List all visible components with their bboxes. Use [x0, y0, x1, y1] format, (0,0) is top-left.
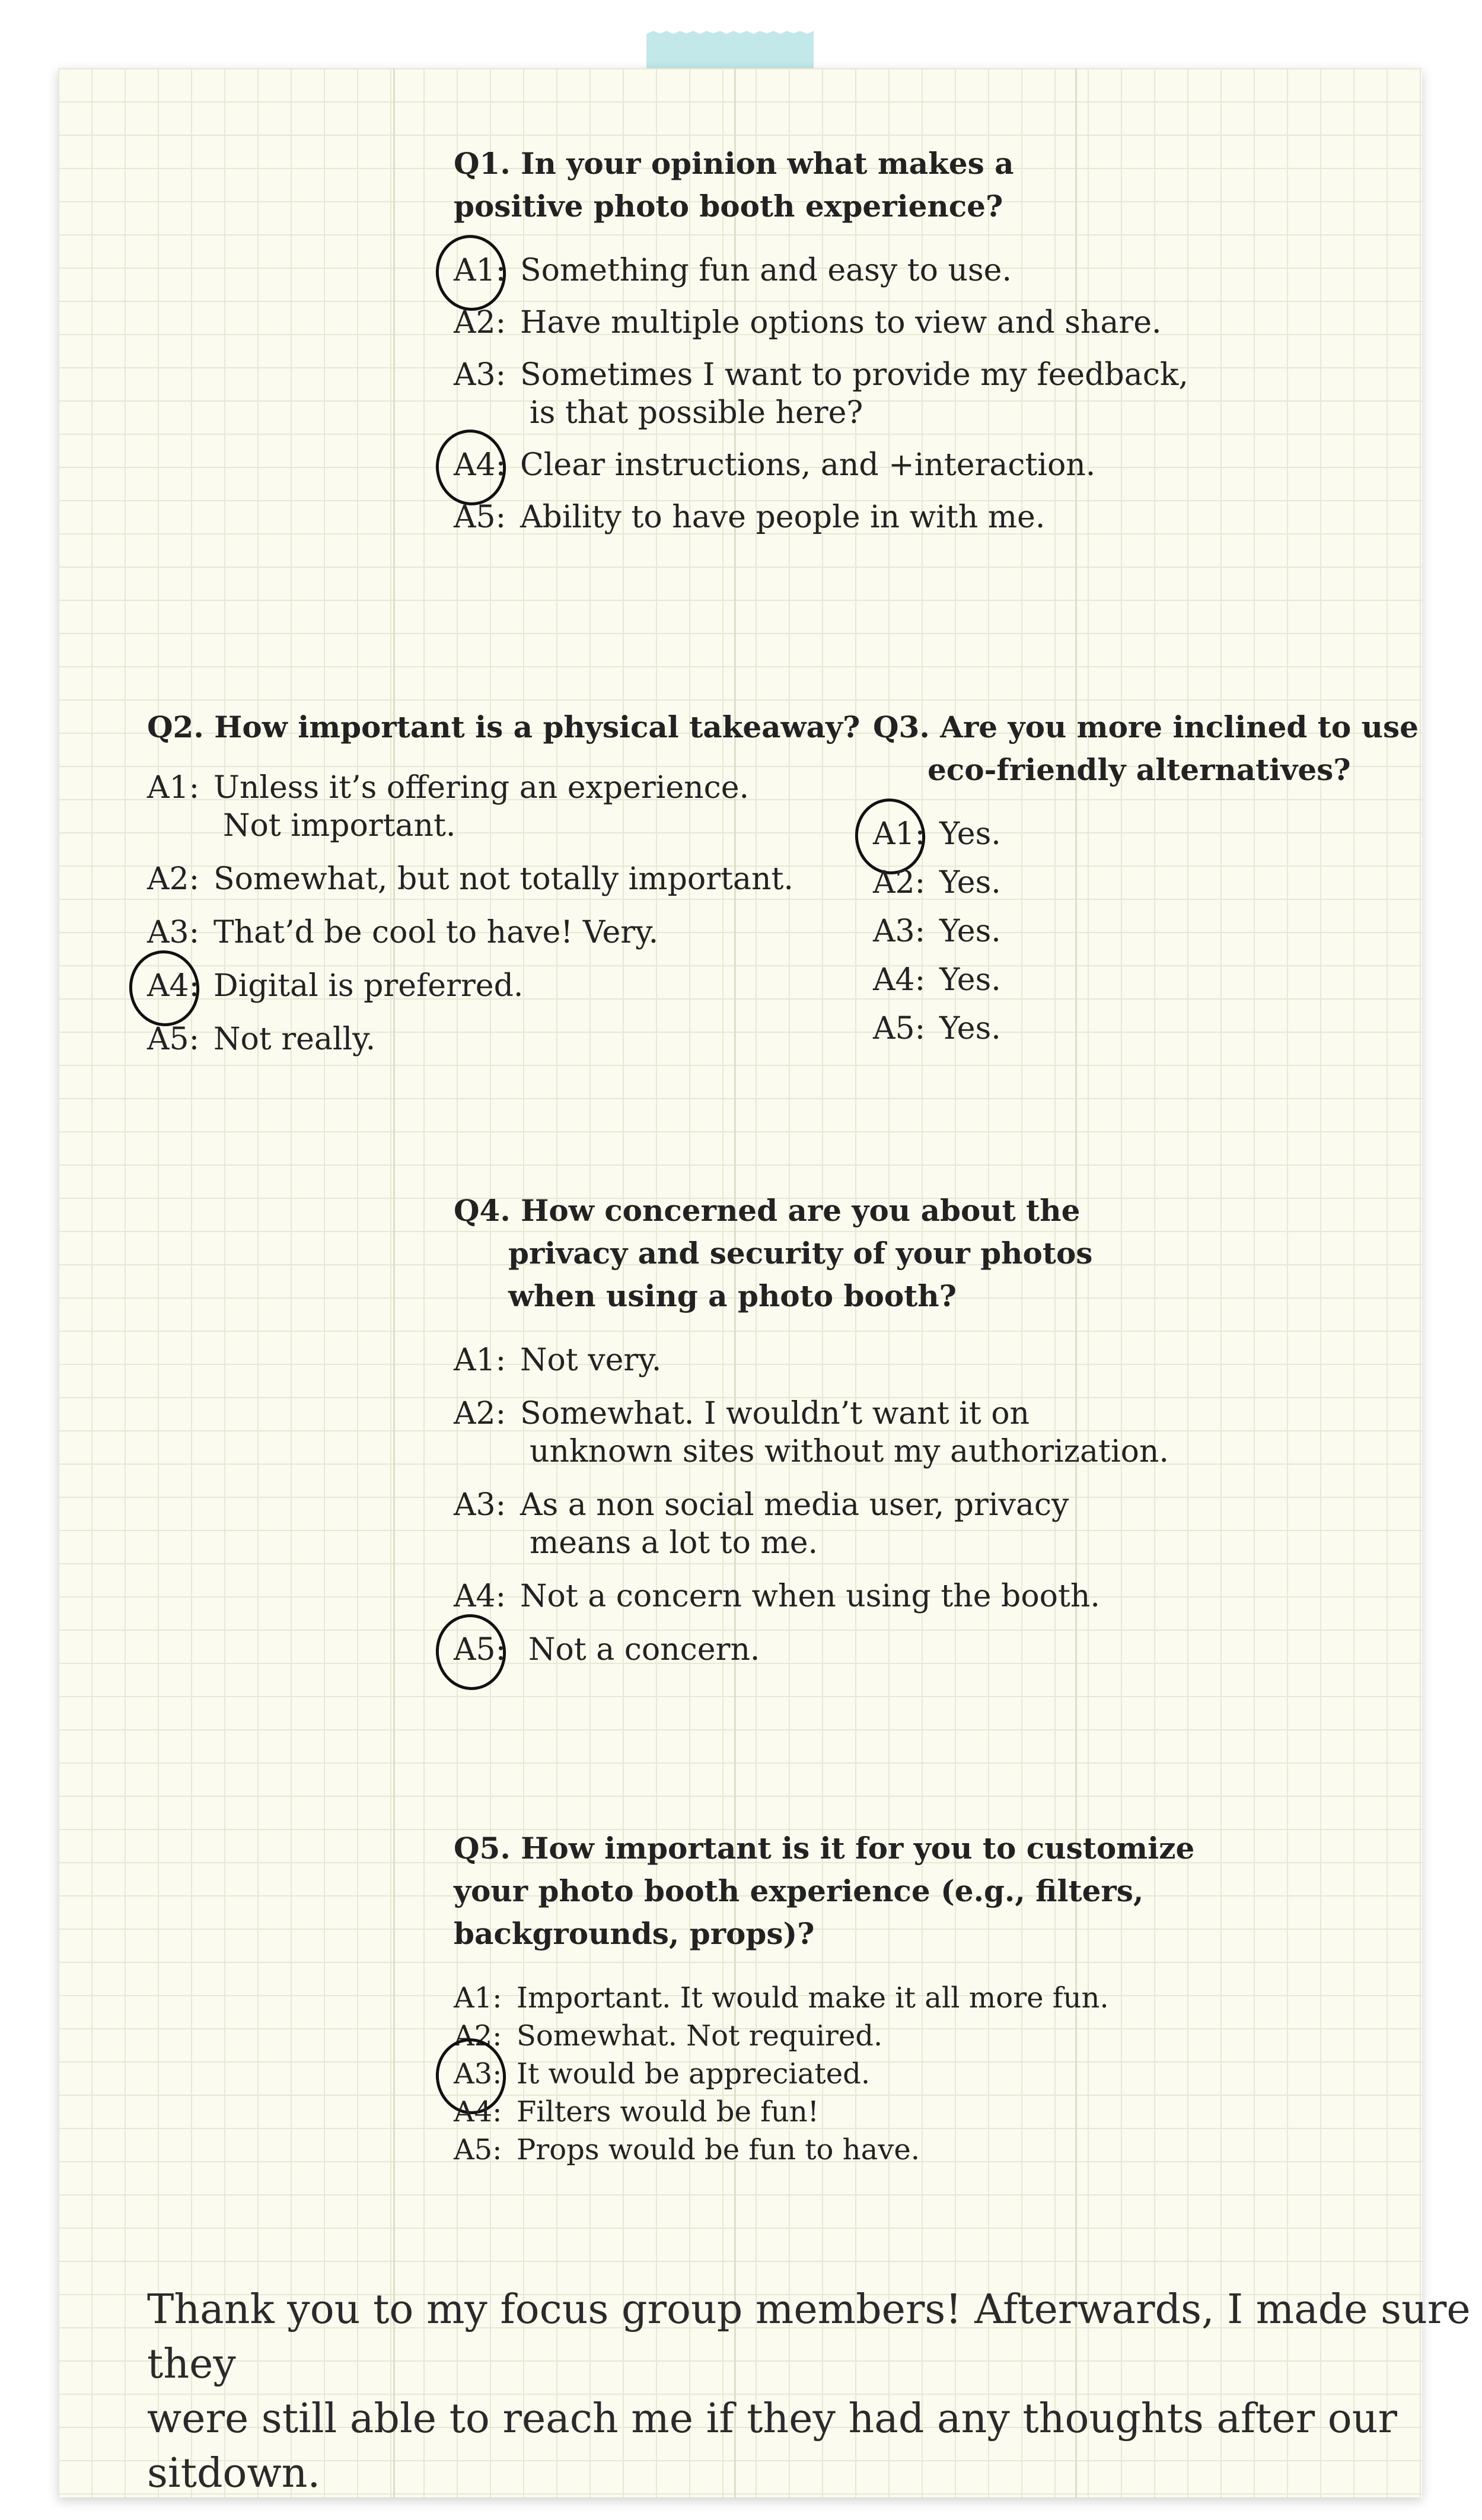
answer-label: A4: [873, 962, 926, 998]
answer-item [454, 2055, 1194, 2093]
answer-item [454, 2093, 1194, 2131]
answer-item [147, 914, 860, 952]
answer-label: A2: [454, 2019, 502, 2053]
answer-text: Unless it’s offering an experience. [213, 770, 750, 806]
answer-text: Not a concern when using the booth. [520, 1579, 1100, 1614]
answer-label: A4: [454, 447, 506, 483]
closing-note [147, 2283, 1482, 2501]
answer-item [873, 961, 1419, 999]
answer-text: Important. It would make it all more fun. [517, 1981, 1109, 2015]
question-2 [147, 706, 860, 1058]
answer-label: A1: [873, 816, 926, 852]
answer-label: A1: [147, 770, 200, 806]
answer-item [454, 498, 1188, 536]
answer-label: A4: [454, 2095, 502, 2128]
answer-item [454, 304, 1188, 342]
answer-item [873, 815, 1419, 853]
question-1-title: Q1. In your opinion what makes a positive photo booth experience? [454, 146, 1014, 224]
answer-item [873, 1010, 1419, 1048]
question-1 [454, 142, 1188, 536]
answer-text: Yes. [939, 1011, 1001, 1046]
question-5-title: Q5. How important is it for you to customize your photo booth experience (e.g., filters, backgrounds, props)? [454, 1831, 1195, 1951]
answer-text: Yes. [939, 865, 1001, 901]
answer-label: A5: [454, 2133, 502, 2166]
answer-item [873, 912, 1419, 950]
answer-text: Not a concern. [528, 1632, 760, 1668]
fold-line [393, 68, 395, 2497]
answer-text: Ability to have people in with me. [520, 499, 1046, 535]
answer-text: It would be appreciated. [517, 2057, 871, 2091]
answer-label: A2: [873, 865, 926, 901]
answer-item [147, 967, 860, 1005]
answer-label: A3: [454, 1487, 506, 1523]
answer-text-continued: unknown sites without my authorization. [530, 1434, 1169, 1469]
answer-label: A2: [147, 861, 200, 897]
answer-item [454, 2131, 1194, 2169]
answer-label: A5: [147, 1022, 200, 1057]
answer-label: A4: [454, 1579, 506, 1614]
closing-line: Thank you to my focus group members! Afterwards, I made sure they [147, 2286, 1471, 2388]
answer-item [147, 860, 860, 898]
answer-label: A5: [454, 1632, 506, 1668]
answer-item [147, 1020, 860, 1058]
question-2-title: Q2. How important is a physical takeaway? [147, 709, 860, 744]
answer-label: A1: [454, 1981, 502, 2015]
answer-text: Filters would be fun! [517, 2095, 820, 2128]
answer-text: Not really. [213, 1022, 376, 1057]
answer-text: Not very. [520, 1342, 662, 1378]
answer-item [454, 1577, 1169, 1615]
answer-item [454, 1631, 1169, 1669]
answer-label: A1: [454, 1342, 506, 1378]
answer-text: Somewhat. I wouldn’t want it on [520, 1396, 1030, 1431]
answer-text-continued: Not important. [223, 808, 456, 844]
answer-item [454, 356, 1188, 432]
answer-label: A5: [873, 1011, 926, 1046]
answer-label: A3: [454, 357, 506, 393]
question-4 [454, 1189, 1169, 1669]
answer-item [873, 864, 1419, 902]
answer-item [454, 1979, 1194, 2017]
answer-text: Sometimes I want to provide my feedback, [520, 357, 1188, 393]
answer-text-continued: is that possible here? [530, 395, 863, 431]
answer-label: A2: [454, 1396, 506, 1431]
question-3 [873, 706, 1419, 1048]
answer-text-continued: means a lot to me. [530, 1525, 818, 1561]
answer-item [454, 1341, 1169, 1379]
closing-line: were still able to reach me if they had any thoughts after our sitdown. [147, 2395, 1397, 2497]
answer-item [454, 2017, 1194, 2055]
answer-text: Somewhat, but not totally important. [213, 861, 793, 897]
question-3-title: Q3. Are you more inclined to use eco-friendly alternatives? [873, 709, 1419, 787]
answer-item [454, 1486, 1169, 1562]
answer-item [454, 1395, 1169, 1471]
answer-text: Yes. [939, 914, 1001, 949]
answer-text: Digital is preferred. [213, 968, 524, 1004]
answer-label: A3: [454, 2057, 502, 2091]
answer-text: Yes. [939, 962, 1001, 998]
answer-text: Yes. [939, 816, 1001, 852]
answer-text: Props would be fun to have. [517, 2133, 920, 2166]
answer-text: Clear instructions, and +interaction. [520, 447, 1096, 483]
answer-label: A1: [454, 253, 506, 288]
question-5 [454, 1827, 1194, 2169]
answer-item [147, 769, 860, 845]
answer-text: Somewhat. Not required. [517, 2019, 883, 2053]
answer-label: A5: [454, 499, 506, 535]
answer-label: A3: [147, 915, 200, 950]
answer-item [454, 446, 1188, 484]
answer-text: Have multiple options to view and share. [520, 305, 1162, 341]
answer-label: A2: [454, 305, 506, 341]
answer-item [454, 252, 1188, 289]
answer-text: Something fun and easy to use. [520, 253, 1012, 288]
answer-text: As a non social media user, privacy [520, 1487, 1069, 1523]
answer-text: That’d be cool to have! Very. [213, 915, 659, 950]
question-4-title: Q4. How concerned are you about the privacy and security of your photos when using a photo booth? [454, 1193, 1093, 1313]
answer-label: A4: [147, 968, 200, 1004]
answer-label: A3: [873, 914, 926, 949]
